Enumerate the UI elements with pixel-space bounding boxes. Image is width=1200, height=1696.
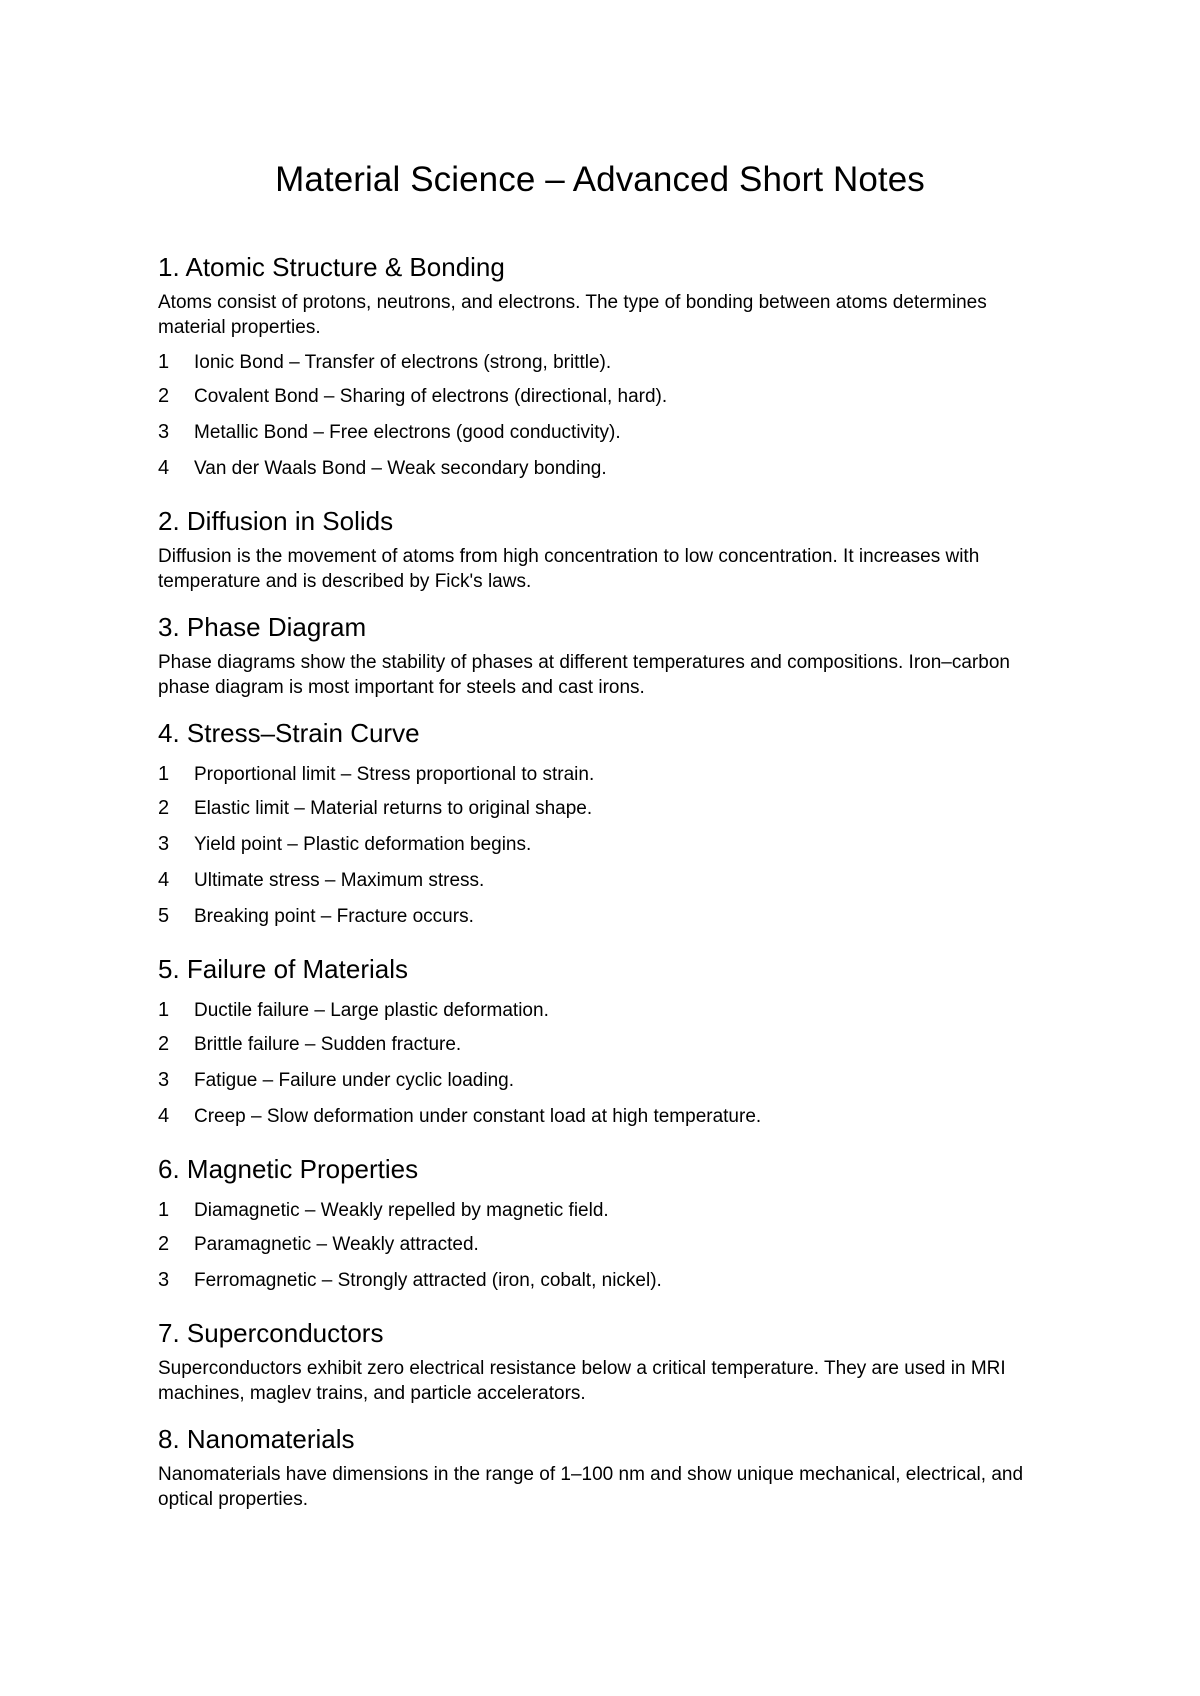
- list-item: [158, 1264, 1058, 1300]
- section-heading: 1. Atomic Structure & Bonding: [158, 252, 505, 282]
- list-item: [158, 1228, 1058, 1264]
- list-item-number: 2: [158, 385, 170, 407]
- list-item: [158, 992, 1058, 1028]
- list-item: [158, 1064, 1058, 1100]
- list-item-number: 3: [158, 421, 170, 443]
- section-magnetic: [158, 1154, 1058, 1300]
- list-item-number: 4: [158, 457, 170, 479]
- list-item-text: Covalent Bond – Sharing of electrons (directional, hard).: [194, 386, 668, 407]
- section-paragraph: Atoms consist of protons, neutrons, and electrons. The type of bonding between atoms determines material properties.: [158, 292, 987, 338]
- section-atomic-structure: [158, 252, 1058, 488]
- numbered-list: [158, 756, 1058, 936]
- list-item: [158, 452, 1058, 488]
- list-item: [158, 792, 1058, 828]
- list-item-number: 3: [158, 833, 170, 855]
- numbered-list: [158, 992, 1058, 1136]
- section-heading: 5. Failure of Materials: [158, 954, 408, 984]
- list-item-text: Metallic Bond – Free electrons (good conductivity).: [194, 422, 621, 443]
- list-item-text: Ionic Bond – Transfer of electrons (strong, brittle).: [194, 352, 612, 373]
- list-item-text: Yield point – Plastic deformation begins.: [194, 834, 532, 855]
- list-item-text: Diamagnetic – Weakly repelled by magnetic field.: [194, 1200, 609, 1221]
- list-item-text: Fatigue – Failure under cyclic loading.: [194, 1070, 515, 1091]
- document-body: [158, 252, 1058, 1530]
- list-item-text: Ferromagnetic – Strongly attracted (iron, cobalt, nickel).: [194, 1270, 662, 1291]
- section-heading: 7. Superconductors: [158, 1318, 384, 1348]
- section-heading: 8. Nanomaterials: [158, 1424, 355, 1454]
- section-paragraph: Diffusion is the movement of atoms from high concentration to low concentration. It increases with temperature and is described by Fick's laws.: [158, 546, 980, 592]
- list-item-number: 1: [158, 1199, 170, 1221]
- list-item-text: Creep – Slow deformation under constant load at high temperature.: [194, 1106, 762, 1127]
- list-item: [158, 864, 1058, 900]
- list-item: [158, 1100, 1058, 1136]
- list-item: [158, 900, 1058, 936]
- list-item-text: Brittle failure – Sudden fracture.: [194, 1034, 462, 1055]
- section-nanomaterials: [158, 1424, 1058, 1512]
- section-paragraph: Nanomaterials have dimensions in the range of 1–100 nm and show unique mechanical, electrical, and optical properties.: [158, 1464, 1024, 1510]
- section-failure: [158, 954, 1058, 1136]
- section-superconductors: [158, 1318, 1058, 1406]
- list-item-number: 3: [158, 1069, 170, 1091]
- numbered-list: [158, 344, 1058, 488]
- list-item: [158, 828, 1058, 864]
- list-item: [158, 1192, 1058, 1228]
- list-item-text: Proportional limit – Stress proportional to strain.: [194, 764, 595, 785]
- list-item-number: 3: [158, 1269, 170, 1291]
- section-paragraph: Superconductors exhibit zero electrical resistance below a critical temperature. They are used in MRI machines, maglev trains, and particle accelerators.: [158, 1358, 1006, 1404]
- list-item: [158, 380, 1058, 416]
- list-item-number: 4: [158, 1105, 170, 1127]
- section-paragraph: Phase diagrams show the stability of phases at different temperatures and compositions. Iron–carbon phase diagram is most important for steels and cast irons.: [158, 652, 1010, 698]
- list-item: [158, 1028, 1058, 1064]
- numbered-list: [158, 1192, 1058, 1300]
- list-item-text: Van der Waals Bond – Weak secondary bonding.: [194, 458, 607, 479]
- list-item: [158, 344, 1058, 380]
- section-heading: 2. Diffusion in Solids: [158, 506, 394, 536]
- list-item-number: 2: [158, 1233, 170, 1255]
- list-item-number: 1: [158, 763, 170, 785]
- section-heading: 3. Phase Diagram: [158, 612, 367, 642]
- list-item-text: Paramagnetic – Weakly attracted.: [194, 1234, 479, 1255]
- section-diffusion: [158, 506, 1058, 594]
- section-heading: 6. Magnetic Properties: [158, 1154, 419, 1184]
- document-title: Material Science – Advanced Short Notes: [275, 160, 925, 199]
- section-heading: 4. Stress–Strain Curve: [158, 718, 420, 748]
- list-item-number: 2: [158, 797, 170, 819]
- list-item-text: Elastic limit – Material returns to original shape.: [194, 798, 593, 819]
- list-item: [158, 756, 1058, 792]
- list-item-text: Ultimate stress – Maximum stress.: [194, 870, 485, 891]
- list-item-number: 1: [158, 351, 170, 373]
- list-item-text: Ductile failure – Large plastic deformation.: [194, 1000, 549, 1021]
- list-item-number: 2: [158, 1033, 170, 1055]
- section-phase-diagram: [158, 612, 1058, 700]
- section-stress-strain: [158, 718, 1058, 936]
- list-item: [158, 416, 1058, 452]
- list-item-number: 1: [158, 999, 170, 1021]
- list-item-text: Breaking point – Fracture occurs.: [194, 906, 474, 927]
- list-item-number: 5: [158, 905, 170, 927]
- list-item-number: 4: [158, 869, 170, 891]
